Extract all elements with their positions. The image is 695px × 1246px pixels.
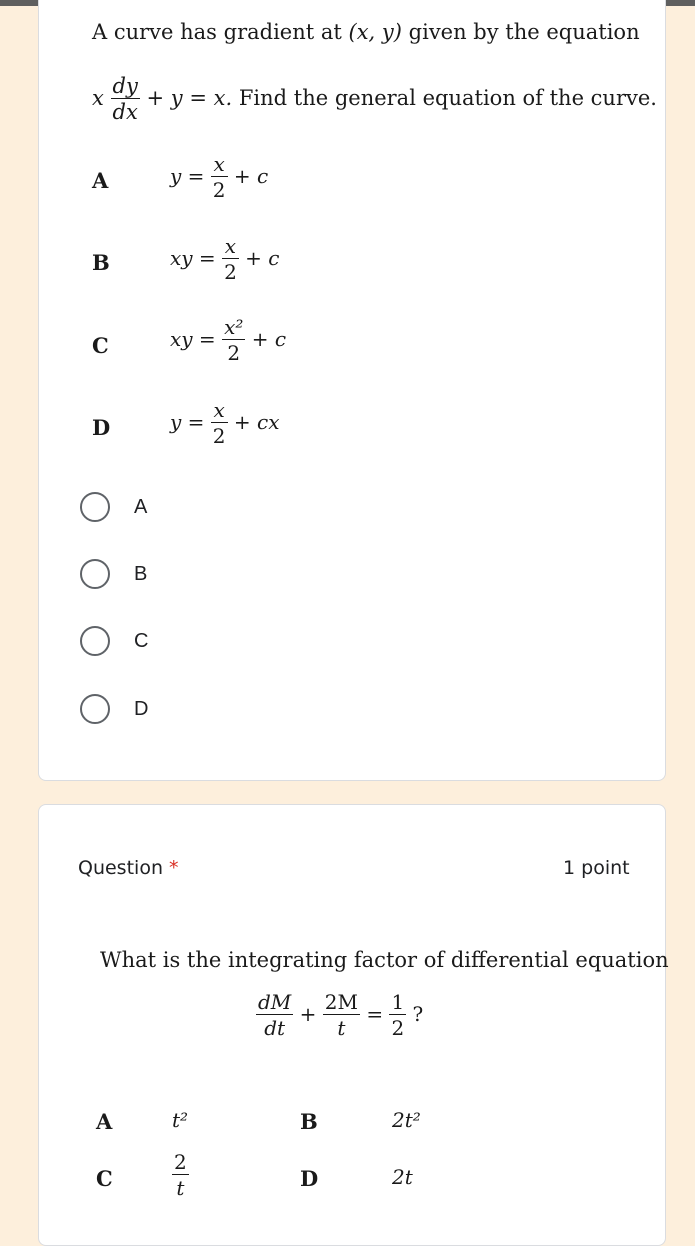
q2-option-letter-a: A — [96, 1109, 113, 1134]
question1-stem-line1: A curve has gradient at (x, y) given by the equation — [92, 20, 640, 44]
radio-circle-icon[interactable] — [80, 626, 110, 656]
question2-equation: $\frac{dM}{dt}$ + $\frac{2M}{t}$ = $\frac{1}{2}$ ? — [258, 990, 424, 1040]
option-letter-a: A — [92, 168, 109, 193]
option-c-expression: xy = $\frac{\text{x²}}{2}$ + c — [170, 315, 287, 365]
radio-choice-d[interactable]: D — [80, 692, 148, 726]
radio-circle-icon[interactable] — [80, 694, 110, 724]
q2-option-letter-b: B — [300, 1109, 318, 1134]
question2-stem: What is the integrating factor of differential equation — [100, 948, 669, 972]
option-b-expression: xy = $\frac{x}{2}$ + c — [170, 234, 280, 284]
question2-points: 1 point — [563, 857, 630, 879]
required-asterisk: * — [169, 857, 179, 879]
radio-circle-icon[interactable] — [80, 492, 110, 522]
q2-option-a-value: t² — [172, 1108, 189, 1132]
option-letter-d: D — [92, 415, 111, 440]
radio-choice-c[interactable]: C — [80, 624, 148, 658]
q2-option-d-value: 2t — [392, 1165, 413, 1189]
q2-option-c-value: $\frac{2}{t}$ — [174, 1150, 187, 1200]
option-letter-c: C — [92, 333, 109, 358]
option-a-expression: y = $\frac{x}{2}$ + c — [170, 152, 269, 202]
option-d-expression: y = $\frac{x}{2}$ + cx — [170, 398, 280, 448]
q2-option-b-value: 2t² — [392, 1108, 421, 1132]
radio-circle-icon[interactable] — [80, 559, 110, 589]
option-letter-b: B — [92, 250, 110, 275]
dy-dx-fraction: $\frac{dy}{dx}$ — [112, 74, 138, 124]
q2-option-letter-c: C — [96, 1166, 113, 1191]
question1-stem-line2: x $\frac{dy}{dx}$ + y = x. Find the general equation of the curve. — [92, 74, 657, 124]
question2-title: Question * — [78, 857, 179, 879]
radio-choice-b[interactable]: B — [80, 557, 147, 591]
radio-choice-a[interactable]: A — [80, 490, 147, 524]
q2-option-letter-d: D — [300, 1166, 319, 1191]
